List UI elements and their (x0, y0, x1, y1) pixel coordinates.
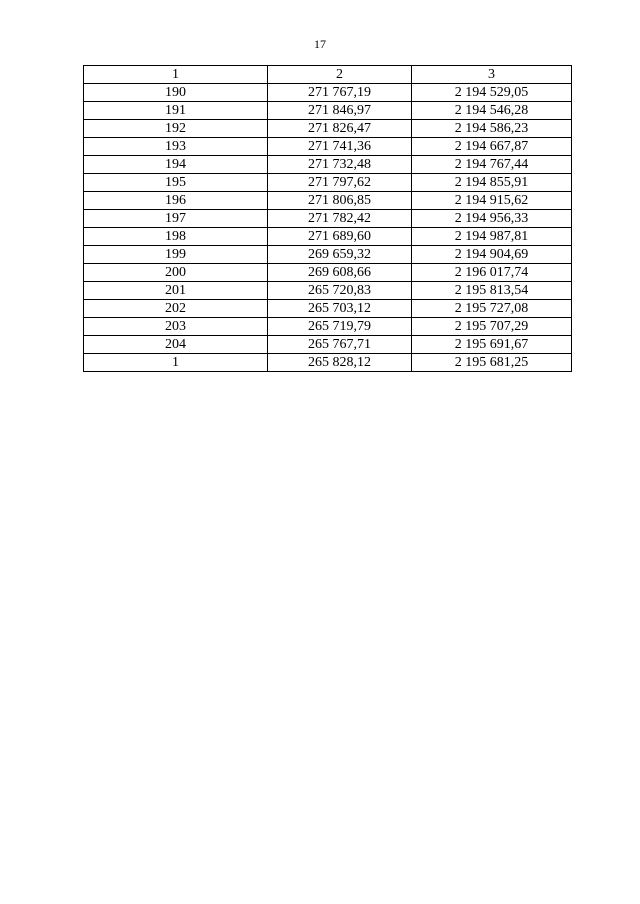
table-cell-y: 2 195 727,08 (412, 300, 572, 318)
table-row (84, 174, 572, 192)
table-cell-x: 265 828,12 (268, 354, 412, 372)
table-row (84, 264, 572, 282)
table-cell-point: 204 (84, 336, 268, 354)
table-cell-point: 192 (84, 120, 268, 138)
table-cell-point: 196 (84, 192, 268, 210)
table-cell-point: 190 (84, 84, 268, 102)
table-row (84, 318, 572, 336)
table-row (84, 192, 572, 210)
table-row (84, 354, 572, 372)
table-cell-x: 271 806,85 (268, 192, 412, 210)
table-cell-point: 197 (84, 210, 268, 228)
table-cell-x: 271 767,19 (268, 84, 412, 102)
table-cell-x: 265 767,71 (268, 336, 412, 354)
table-cell-point: 203 (84, 318, 268, 336)
table-row (84, 84, 572, 102)
table-cell-x: 265 719,79 (268, 318, 412, 336)
table-row (84, 210, 572, 228)
table-cell-x: 271 846,97 (268, 102, 412, 120)
table-cell-x: 271 826,47 (268, 120, 412, 138)
page-number: 17 (314, 37, 326, 51)
table-cell-y: 2 195 813,54 (412, 282, 572, 300)
table-row (84, 300, 572, 318)
coordinates-table (83, 65, 572, 372)
table-cell-y: 2 194 855,91 (412, 174, 572, 192)
table-row (84, 336, 572, 354)
table-cell-y: 2 194 767,44 (412, 156, 572, 174)
column-header-x: 2 (268, 66, 412, 84)
column-header-y: 3 (412, 66, 572, 84)
table-cell-point: 198 (84, 228, 268, 246)
table-row (84, 138, 572, 156)
table-cell-point: 200 (84, 264, 268, 282)
table-cell-point: 199 (84, 246, 268, 264)
table-cell-x: 265 703,12 (268, 300, 412, 318)
table-cell-x: 271 741,36 (268, 138, 412, 156)
table-cell-y: 2 195 691,67 (412, 336, 572, 354)
table-cell-y: 2 194 529,05 (412, 84, 572, 102)
table-cell-x: 271 689,60 (268, 228, 412, 246)
table-row (84, 156, 572, 174)
table-cell-y: 2 194 956,33 (412, 210, 572, 228)
table-cell-point: 202 (84, 300, 268, 318)
table-cell-x: 271 782,42 (268, 210, 412, 228)
table-cell-y: 2 196 017,74 (412, 264, 572, 282)
table-cell-y: 2 194 667,87 (412, 138, 572, 156)
table-row (84, 246, 572, 264)
table-cell-x: 271 732,48 (268, 156, 412, 174)
table-cell-x: 269 659,32 (268, 246, 412, 264)
table-cell-x: 265 720,83 (268, 282, 412, 300)
column-header-point: 1 (84, 66, 268, 84)
table-cell-y: 2 194 904,69 (412, 246, 572, 264)
table-cell-y: 2 194 546,28 (412, 102, 572, 120)
table-cell-point: 1 (84, 354, 268, 372)
table-row (84, 102, 572, 120)
table-cell-point: 195 (84, 174, 268, 192)
table-header-row (84, 66, 572, 84)
table-cell-point: 191 (84, 102, 268, 120)
table-cell-x: 271 797,62 (268, 174, 412, 192)
table-cell-y: 2 195 681,25 (412, 354, 572, 372)
table-cell-point: 201 (84, 282, 268, 300)
coordinates-table-body (84, 66, 572, 372)
table-cell-point: 193 (84, 138, 268, 156)
table-row (84, 120, 572, 138)
table-cell-y: 2 194 915,62 (412, 192, 572, 210)
table-cell-point: 194 (84, 156, 268, 174)
table-cell-y: 2 195 707,29 (412, 318, 572, 336)
table-row (84, 228, 572, 246)
table-row (84, 282, 572, 300)
table-cell-y: 2 194 586,23 (412, 120, 572, 138)
table-cell-y: 2 194 987,81 (412, 228, 572, 246)
table-cell-x: 269 608,66 (268, 264, 412, 282)
